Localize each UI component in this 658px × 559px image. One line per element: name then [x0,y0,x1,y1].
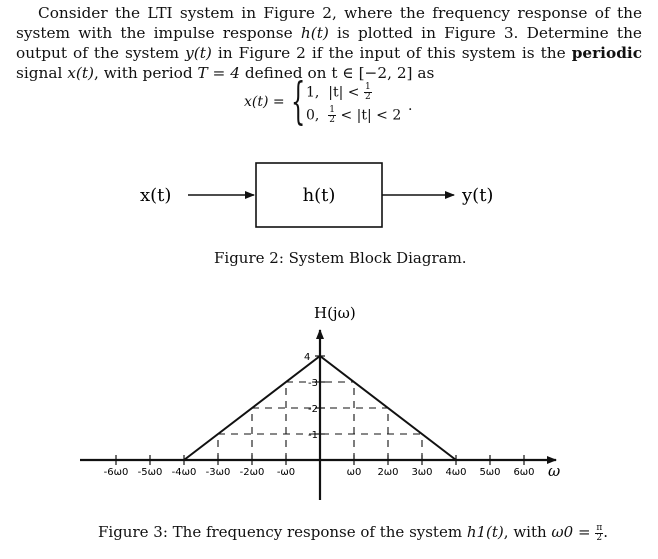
problem-interval: t ∈ [−2, 2] [331,64,413,82]
x-tick-label-pos-0: ω0 [346,467,362,478]
row1-condition: |t| < [328,84,360,101]
x-tick-label-neg-3: -3ω0 [205,467,231,478]
problem-text-2: is plotted in Figure 3. Determine the output of the system [16,24,642,62]
fig3-frac-den: 2 [596,532,603,543]
x-tick-label-neg-1: -5ω0 [137,467,163,478]
bd-block-label: h(t) [302,185,336,206]
problem-text-1: Consider the LTI system in Figure 2, where the frequency response of the system with the impulse response [16,4,642,42]
y-axis-label: H(jω) [314,304,356,322]
equation-lhs: x(t) = [244,94,285,110]
row2-condition: < |t| < 2 [340,107,402,124]
problem-text-5: , with period [93,64,198,82]
fig3-caption-mid: , with [503,523,552,541]
x-tick-label-neg-2: -4ω0 [171,467,197,478]
row1-frac-den: 2 [364,92,371,102]
y-tick-label-1: -2 [308,404,318,415]
x-tick-label-pos-4: 5ω0 [479,467,501,478]
row2-frac-num: 1 [329,105,335,115]
fig3-frac-num: π [596,522,603,533]
row1-frac-num: 1 [364,82,371,92]
fig3-caption-prefix: Figure 3: The frequency response of the system [98,523,467,541]
x-tick-label-neg-4: -2ω0 [239,467,265,478]
x-tick-label-neg-5: -ω0 [276,467,296,478]
problem-text-3: in Figure 2 if the input of this system is the [211,44,572,62]
bd-input-label: x(t) [140,185,172,206]
x-axis-label: ω [548,462,561,480]
y-tick-label-3: 4 [304,352,311,363]
problem-text-7: as [412,64,435,82]
y-tick-label-0: -1 [308,430,318,441]
problem-y-t: y(t) [185,44,212,62]
block-diagram [140,163,493,227]
problem-period: T = 4 [197,64,240,82]
row2-frac-den: 2 [329,115,335,125]
x-tick-label-pos-3: 4ω0 [445,467,467,478]
fig3-caption-func: h1(t) [466,523,504,541]
row1-value: 1, [306,84,320,101]
figure-2-caption: Figure 2: System Block Diagram. [214,249,467,267]
x-tick-label-pos-5: 6ω0 [513,467,535,478]
fig3-caption-omega: ω0 = [551,523,596,541]
problem-text-4: signal [16,64,68,82]
frequency-response-plot [80,304,560,500]
problem-x-t: x(t) [67,64,94,82]
y-tick-label-2: -3 [308,378,318,389]
problem-h-t: h(t) [300,24,329,42]
bd-output-label: y(t) [462,185,494,206]
x-tick-label-pos-1: 2ω0 [377,467,399,478]
problem-bold-word: periodic [571,44,643,62]
x-tick-label-pos-2: 3ω0 [411,467,433,478]
fig3-caption-end: . [603,523,609,541]
figure-3-caption [98,523,608,543]
x-tick-label-neg-0: -6ω0 [103,467,129,478]
problem-text-6: defined on [239,64,332,82]
equation-brace: { [291,72,306,130]
equation-period: . [408,98,413,114]
row2-value: 0, [306,107,320,124]
